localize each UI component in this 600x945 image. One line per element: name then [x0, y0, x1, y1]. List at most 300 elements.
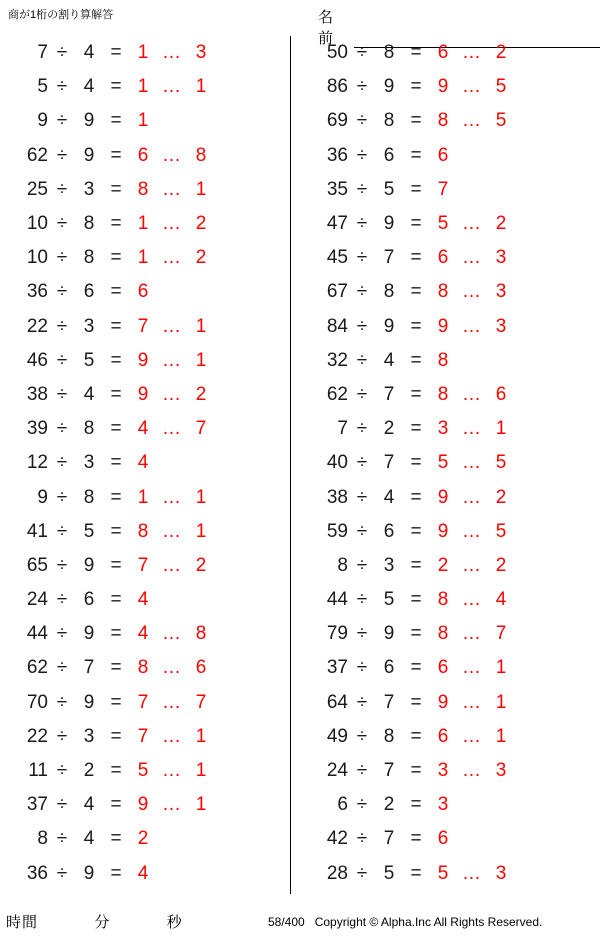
quotient-answer: 8 — [437, 281, 449, 303]
divisor-value: 8 — [83, 213, 95, 235]
quotient-answer: 4 — [137, 862, 149, 884]
equals-operator-icon: = — [110, 418, 122, 440]
dividend-value: 38 — [26, 383, 48, 405]
divide-operator-icon: ÷ — [56, 144, 68, 166]
equals-operator-icon: = — [110, 349, 122, 371]
dividend-value: 42 — [326, 828, 348, 850]
divide-operator-icon: ÷ — [56, 281, 68, 303]
divide-operator-icon: ÷ — [56, 383, 68, 405]
remainder-dots-icon: … — [462, 554, 482, 576]
problem-row — [0, 788, 290, 822]
problem-row — [0, 275, 290, 309]
remainder-dots-icon: … — [162, 383, 182, 405]
problem-row — [300, 549, 590, 583]
time-minute-label: 分 — [94, 914, 111, 931]
divide-operator-icon: ÷ — [356, 486, 368, 508]
remainder-dots-icon: … — [462, 452, 482, 474]
remainder-answer: 7 — [195, 691, 207, 713]
remainder-dots-icon: … — [462, 383, 482, 405]
problem-row — [0, 651, 290, 685]
quotient-answer: 2 — [437, 554, 449, 576]
equals-operator-icon: = — [110, 589, 122, 611]
remainder-answer: 2 — [495, 213, 507, 235]
remainder-answer: 5 — [495, 76, 507, 98]
equals-operator-icon: = — [410, 623, 422, 645]
equals-operator-icon: = — [110, 178, 122, 200]
quotient-answer: 1 — [137, 486, 149, 508]
quotient-answer: 9 — [137, 383, 149, 405]
remainder-dots-icon: … — [462, 42, 482, 64]
problem-row — [300, 173, 590, 207]
problem-row — [0, 617, 290, 651]
quotient-answer: 4 — [137, 418, 149, 440]
divide-operator-icon: ÷ — [356, 691, 368, 713]
remainder-dots-icon: … — [162, 623, 182, 645]
equals-operator-icon: = — [410, 144, 422, 166]
remainder-dots-icon: … — [462, 213, 482, 235]
problem-row — [300, 651, 590, 685]
problem-row — [300, 36, 590, 70]
problem-row — [300, 788, 590, 822]
divisor-value: 3 — [83, 315, 95, 337]
dividend-value: 7 — [337, 418, 348, 440]
dividend-value: 47 — [326, 213, 348, 235]
remainder-dots-icon: … — [462, 418, 482, 440]
remainder-answer: 3 — [495, 281, 507, 303]
quotient-answer: 2 — [137, 828, 149, 850]
quotient-answer: 9 — [437, 76, 449, 98]
remainder-answer: 1 — [195, 178, 207, 200]
divisor-value: 7 — [383, 383, 395, 405]
remainder-answer: 3 — [495, 760, 507, 782]
quotient-answer: 4 — [137, 589, 149, 611]
remainder-dots-icon: … — [462, 623, 482, 645]
divide-operator-icon: ÷ — [356, 418, 368, 440]
remainder-answer: 3 — [495, 862, 507, 884]
problem-row — [0, 241, 290, 275]
problem-row — [300, 70, 590, 104]
equals-operator-icon: = — [110, 862, 122, 884]
dividend-value: 36 — [26, 862, 48, 884]
remainder-answer: 7 — [495, 623, 507, 645]
remainder-dots-icon: … — [162, 725, 182, 747]
dividend-value: 79 — [326, 623, 348, 645]
problem-row — [0, 686, 290, 720]
footer-copyright — [268, 915, 542, 929]
problem-row — [300, 617, 590, 651]
divisor-value: 8 — [383, 110, 395, 132]
remainder-dots-icon: … — [162, 213, 182, 235]
problem-row — [0, 378, 290, 412]
equals-operator-icon: = — [410, 862, 422, 884]
divide-operator-icon: ÷ — [356, 144, 368, 166]
dividend-value: 70 — [26, 691, 48, 713]
divide-operator-icon: ÷ — [356, 828, 368, 850]
dividend-value: 35 — [326, 178, 348, 200]
problem-row — [300, 822, 590, 856]
equals-operator-icon: = — [410, 42, 422, 64]
divide-operator-icon: ÷ — [356, 281, 368, 303]
quotient-answer: 6 — [137, 144, 149, 166]
remainder-answer: 2 — [495, 554, 507, 576]
divisor-value: 8 — [383, 42, 395, 64]
remainder-answer: 1 — [195, 760, 207, 782]
equals-operator-icon: = — [410, 281, 422, 303]
equals-operator-icon: = — [110, 110, 122, 132]
quotient-answer: 3 — [437, 760, 449, 782]
divide-operator-icon: ÷ — [356, 862, 368, 884]
divisor-value: 7 — [383, 760, 395, 782]
remainder-answer: 1 — [495, 418, 507, 440]
remainder-dots-icon: … — [162, 76, 182, 98]
dividend-value: 64 — [326, 691, 348, 713]
quotient-answer: 6 — [437, 828, 449, 850]
equals-operator-icon: = — [410, 486, 422, 508]
divide-operator-icon: ÷ — [356, 213, 368, 235]
equals-operator-icon: = — [110, 623, 122, 645]
divide-operator-icon: ÷ — [56, 42, 68, 64]
divide-operator-icon: ÷ — [56, 760, 68, 782]
problem-row — [300, 344, 590, 378]
remainder-dots-icon: … — [162, 760, 182, 782]
remainder-answer: 1 — [195, 725, 207, 747]
problem-columns — [0, 34, 600, 896]
dividend-value: 11 — [28, 760, 48, 782]
divisor-value: 5 — [83, 520, 95, 542]
problem-row — [300, 412, 590, 446]
divide-operator-icon: ÷ — [356, 42, 368, 64]
problem-row — [0, 754, 290, 788]
dividend-value: 25 — [26, 178, 48, 200]
remainder-answer: 1 — [195, 520, 207, 542]
quotient-answer: 8 — [137, 520, 149, 542]
remainder-dots-icon: … — [462, 315, 482, 337]
divisor-value: 4 — [83, 828, 95, 850]
remainder-answer: 1 — [195, 349, 207, 371]
divide-operator-icon: ÷ — [56, 110, 68, 132]
divisor-value: 5 — [383, 178, 395, 200]
equals-operator-icon: = — [110, 725, 122, 747]
remainder-answer: 1 — [195, 315, 207, 337]
problem-row — [300, 686, 590, 720]
equals-operator-icon: = — [410, 554, 422, 576]
divide-operator-icon: ÷ — [356, 623, 368, 645]
quotient-answer: 1 — [137, 110, 149, 132]
quotient-answer: 9 — [437, 486, 449, 508]
dividend-value: 38 — [326, 486, 348, 508]
remainder-dots-icon: … — [462, 862, 482, 884]
remainder-dots-icon: … — [162, 486, 182, 508]
divisor-value: 8 — [383, 281, 395, 303]
equals-operator-icon: = — [410, 691, 422, 713]
divide-operator-icon: ÷ — [356, 247, 368, 269]
dividend-value: 67 — [326, 281, 348, 303]
quotient-answer: 1 — [137, 247, 149, 269]
equals-operator-icon: = — [110, 794, 122, 816]
divide-operator-icon: ÷ — [56, 418, 68, 440]
divisor-value: 4 — [83, 383, 95, 405]
divisor-value: 9 — [83, 623, 95, 645]
dividend-value: 69 — [326, 110, 348, 132]
remainder-answer: 2 — [195, 554, 207, 576]
remainder-answer: 2 — [195, 247, 207, 269]
problem-row — [300, 754, 590, 788]
divide-operator-icon: ÷ — [356, 110, 368, 132]
quotient-answer: 3 — [437, 794, 449, 816]
problem-row — [300, 378, 590, 412]
time-second-label: 秒 — [166, 914, 183, 931]
remainder-dots-icon: … — [462, 691, 482, 713]
problem-row — [300, 104, 590, 138]
quotient-answer: 9 — [437, 691, 449, 713]
divide-operator-icon: ÷ — [56, 554, 68, 576]
quotient-answer: 9 — [137, 794, 149, 816]
remainder-dots-icon: … — [162, 247, 182, 269]
remainder-answer: 3 — [195, 42, 207, 64]
remainder-dots-icon: … — [462, 76, 482, 98]
dividend-value: 86 — [326, 76, 348, 98]
divide-operator-icon: ÷ — [56, 623, 68, 645]
page-title: 商が1桁の割り算解答 — [8, 9, 114, 21]
quotient-answer: 8 — [137, 657, 149, 679]
quotient-answer: 8 — [437, 623, 449, 645]
page-header — [0, 0, 600, 47]
divisor-value: 6 — [83, 281, 95, 303]
dividend-value: 37 — [26, 794, 48, 816]
divisor-value: 5 — [83, 349, 95, 371]
divide-operator-icon: ÷ — [356, 760, 368, 782]
divisor-value: 9 — [383, 623, 395, 645]
dividend-value: 36 — [26, 281, 48, 303]
divisor-value: 5 — [383, 862, 395, 884]
quotient-answer: 3 — [437, 418, 449, 440]
remainder-dots-icon: … — [462, 520, 482, 542]
divisor-value: 4 — [83, 794, 95, 816]
problem-column-right — [300, 34, 590, 896]
divisor-value: 8 — [83, 418, 95, 440]
divisor-value: 4 — [383, 349, 395, 371]
remainder-answer: 3 — [495, 315, 507, 337]
problem-row — [0, 70, 290, 104]
equals-operator-icon: = — [110, 486, 122, 508]
dividend-value: 62 — [326, 383, 348, 405]
remainder-answer: 1 — [495, 691, 507, 713]
divisor-value: 6 — [383, 520, 395, 542]
divisor-value: 6 — [83, 589, 95, 611]
divisor-value: 7 — [383, 691, 395, 713]
page-footer — [0, 907, 600, 937]
quotient-answer: 7 — [137, 691, 149, 713]
dividend-value: 49 — [326, 725, 348, 747]
dividend-value: 22 — [26, 725, 48, 747]
dividend-value: 8 — [337, 554, 348, 576]
remainder-dots-icon: … — [162, 42, 182, 64]
problem-row — [300, 241, 590, 275]
dividend-value: 39 — [26, 418, 48, 440]
quotient-answer: 8 — [437, 349, 449, 371]
remainder-answer: 6 — [495, 383, 507, 405]
problem-row — [300, 207, 590, 241]
time-hour-label: 時間 — [6, 914, 39, 931]
quotient-answer: 5 — [437, 452, 449, 474]
divide-operator-icon: ÷ — [356, 589, 368, 611]
problem-row — [300, 446, 590, 480]
remainder-answer: 2 — [195, 213, 207, 235]
divide-operator-icon: ÷ — [356, 554, 368, 576]
divisor-value: 7 — [383, 247, 395, 269]
equals-operator-icon: = — [110, 657, 122, 679]
problem-row — [0, 549, 290, 583]
divisor-value: 8 — [83, 247, 95, 269]
problem-row — [300, 583, 590, 617]
problem-row — [0, 720, 290, 754]
remainder-dots-icon: … — [462, 486, 482, 508]
equals-operator-icon: = — [410, 349, 422, 371]
remainder-answer: 2 — [495, 42, 507, 64]
quotient-answer: 8 — [437, 110, 449, 132]
equals-operator-icon: = — [110, 144, 122, 166]
dividend-value: 84 — [326, 315, 348, 337]
quotient-answer: 4 — [137, 623, 149, 645]
equals-operator-icon: = — [110, 452, 122, 474]
equals-operator-icon: = — [410, 418, 422, 440]
remainder-answer: 5 — [495, 452, 507, 474]
dividend-value: 8 — [37, 828, 48, 850]
divide-operator-icon: ÷ — [356, 349, 368, 371]
equals-operator-icon: = — [410, 315, 422, 337]
equals-operator-icon: = — [110, 828, 122, 850]
dividend-value: 62 — [26, 657, 48, 679]
problem-row — [0, 207, 290, 241]
dividend-value: 22 — [26, 315, 48, 337]
problem-row — [0, 104, 290, 138]
remainder-dots-icon: … — [162, 554, 182, 576]
remainder-answer: 8 — [195, 623, 207, 645]
remainder-answer: 1 — [495, 725, 507, 747]
divide-operator-icon: ÷ — [356, 520, 368, 542]
divide-operator-icon: ÷ — [56, 486, 68, 508]
remainder-dots-icon: … — [162, 691, 182, 713]
remainder-dots-icon: … — [462, 725, 482, 747]
divisor-value: 4 — [83, 76, 95, 98]
divisor-value: 9 — [83, 691, 95, 713]
remainder-dots-icon: … — [162, 418, 182, 440]
dividend-value: 7 — [37, 42, 48, 64]
dividend-value: 10 — [26, 247, 48, 269]
dividend-value: 10 — [26, 213, 48, 235]
divide-operator-icon: ÷ — [56, 213, 68, 235]
divisor-value: 2 — [383, 418, 395, 440]
divisor-value: 4 — [83, 42, 95, 64]
equals-operator-icon: = — [110, 281, 122, 303]
problem-row — [300, 515, 590, 549]
divisor-value: 4 — [383, 486, 395, 508]
quotient-answer: 8 — [437, 383, 449, 405]
dividend-value: 65 — [26, 554, 48, 576]
problem-row — [0, 480, 290, 514]
problem-row — [0, 36, 290, 70]
equals-operator-icon: = — [410, 589, 422, 611]
dividend-value: 40 — [326, 452, 348, 474]
remainder-answer: 3 — [495, 247, 507, 269]
remainder-dots-icon: … — [162, 144, 182, 166]
divisor-value: 9 — [383, 213, 395, 235]
dividend-value: 44 — [26, 623, 48, 645]
remainder-dots-icon: … — [162, 794, 182, 816]
divisor-value: 9 — [383, 315, 395, 337]
dividend-value: 50 — [326, 42, 348, 64]
divide-operator-icon: ÷ — [56, 452, 68, 474]
quotient-answer: 7 — [137, 725, 149, 747]
divide-operator-icon: ÷ — [56, 862, 68, 884]
remainder-answer: 5 — [495, 110, 507, 132]
divisor-value: 6 — [383, 657, 395, 679]
remainder-dots-icon: … — [462, 110, 482, 132]
dividend-value: 32 — [326, 349, 348, 371]
divide-operator-icon: ÷ — [356, 315, 368, 337]
remainder-dots-icon: … — [162, 520, 182, 542]
quotient-answer: 6 — [437, 657, 449, 679]
problem-row — [0, 822, 290, 856]
equals-operator-icon: = — [110, 554, 122, 576]
divisor-value: 9 — [83, 144, 95, 166]
quotient-answer: 7 — [437, 178, 449, 200]
equals-operator-icon: = — [110, 691, 122, 713]
divide-operator-icon: ÷ — [56, 725, 68, 747]
quotient-answer: 1 — [137, 213, 149, 235]
divisor-value: 7 — [383, 828, 395, 850]
divide-operator-icon: ÷ — [56, 349, 68, 371]
dividend-value: 46 — [26, 349, 48, 371]
divide-operator-icon: ÷ — [56, 76, 68, 98]
equals-operator-icon: = — [410, 452, 422, 474]
divisor-value: 7 — [83, 657, 95, 679]
quotient-answer: 4 — [137, 452, 149, 474]
remainder-answer: 8 — [195, 144, 207, 166]
dividend-value: 59 — [326, 520, 348, 542]
equals-operator-icon: = — [410, 828, 422, 850]
quotient-answer: 5 — [437, 862, 449, 884]
divide-operator-icon: ÷ — [356, 657, 368, 679]
divide-operator-icon: ÷ — [356, 76, 368, 98]
quotient-answer: 6 — [437, 144, 449, 166]
problem-row — [0, 412, 290, 446]
remainder-answer: 2 — [195, 383, 207, 405]
quotient-answer: 8 — [437, 589, 449, 611]
equals-operator-icon: = — [410, 76, 422, 98]
equals-operator-icon: = — [410, 760, 422, 782]
remainder-dots-icon: … — [462, 760, 482, 782]
equals-operator-icon: = — [110, 42, 122, 64]
copyright-text: Copyright © Alpha.Inc All Rights Reserved. — [314, 915, 543, 929]
equals-operator-icon: = — [410, 247, 422, 269]
divide-operator-icon: ÷ — [356, 178, 368, 200]
dividend-value: 62 — [26, 144, 48, 166]
equals-operator-icon: = — [110, 520, 122, 542]
remainder-answer: 2 — [495, 486, 507, 508]
remainder-answer: 1 — [195, 486, 207, 508]
remainder-answer: 7 — [195, 418, 207, 440]
dividend-value: 12 — [26, 452, 48, 474]
equals-operator-icon: = — [110, 247, 122, 269]
page-number: 58/400 — [268, 915, 305, 929]
time-record-block — [6, 911, 183, 932]
remainder-answer: 1 — [195, 76, 207, 98]
dividend-value: 9 — [37, 110, 48, 132]
problem-row — [0, 310, 290, 344]
equals-operator-icon: = — [410, 110, 422, 132]
problem-row — [0, 515, 290, 549]
